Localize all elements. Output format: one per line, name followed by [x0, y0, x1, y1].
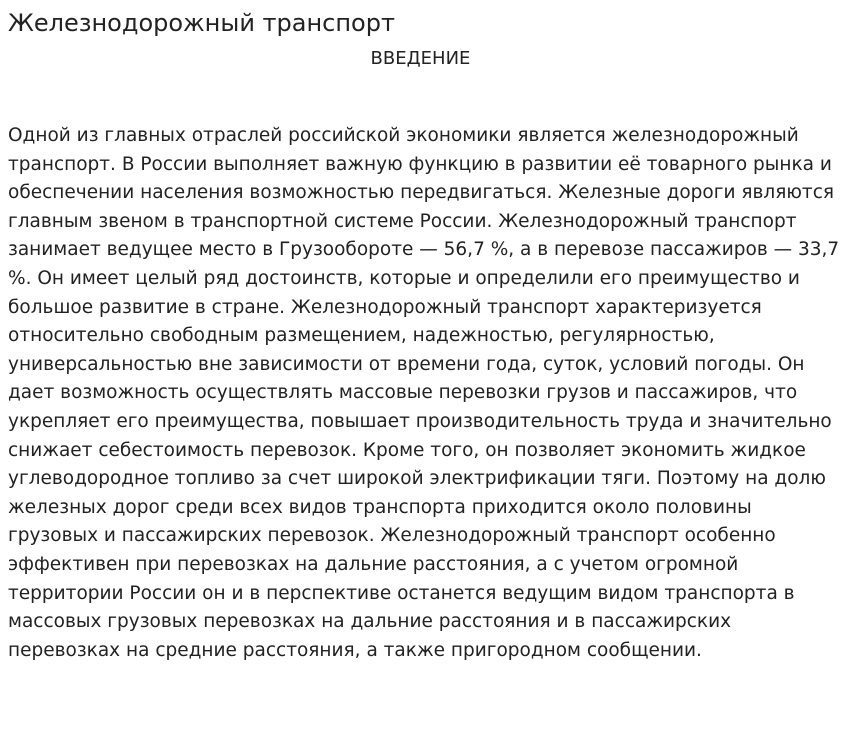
body-paragraph: Одной из главных отраслей российской экономики является железнодорожный транспорт. В России выполняет важную функцию в развитии её товарного рынка и обеспечении населения возможностью передвигаться. Железные дороги являются главным звеном в транспортной системе России. Железнодорожный транспорт занимает ведущее место в Грузообороте — 56,7 %, а в перевозе пассажиров — 33,7 %. Он имеет целый ряд достоинств, которые и определили его преимущество и большое развитие в стране. Железнодорожный транспорт характеризуется относительно свободным размещением, надежностью, регулярностью, универсальностью вне зависимости от времени года, суток, условий погоды. Он дает возможность осуществлять массовые перевозки грузов и пассажиров, что укрепляет его преимущества, повышает производительность труда и значительно снижает себестоимость перевозок. Кроме того, он позволяет экономить жидкое углеводородное топливо за счет широкой электрификации тяги. Поэтому на долю железных дорог среди всех видов транспорта приходится около половины грузовых и пассажирских перевозок. Железнодорожный транспорт особенно эффективен при перевозках на дальние расстояния, а с учетом огромной территории России он и в перспективе останется ведущим видом транспорта в массовых грузовых перевозках на дальние расстояния и в пассажирских перевозках на средние расстояния, а также пригородном сообщении.: [8, 125, 840, 661]
document-title: Железнодорожный транспорт: [8, 9, 395, 37]
section-heading: ВВЕДЕНИЕ: [370, 48, 471, 69]
